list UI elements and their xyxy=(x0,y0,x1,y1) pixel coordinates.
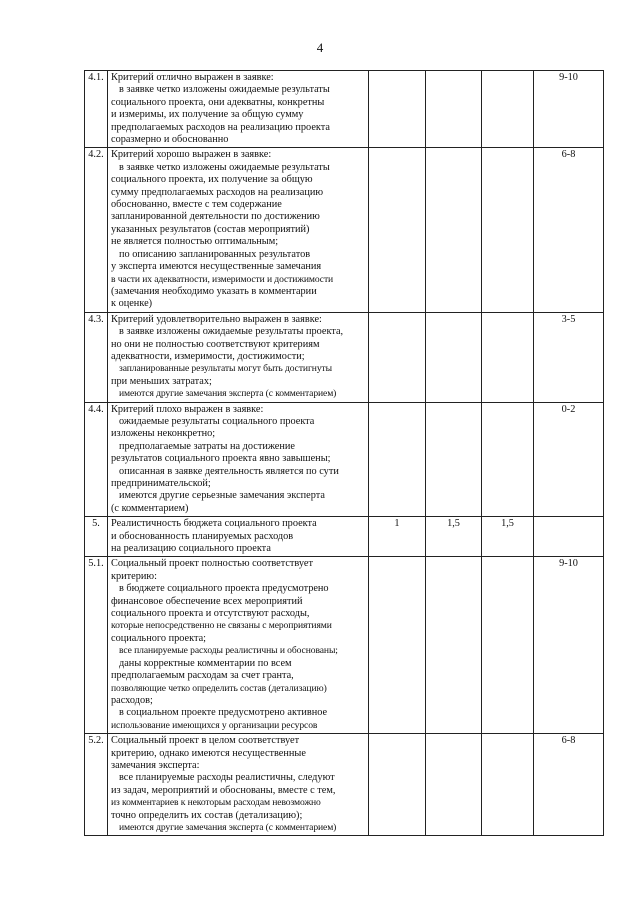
criterion-number: 5.2. xyxy=(85,734,108,836)
description-line: критерию: xyxy=(111,570,157,582)
description-line: но они не полностью соответствуют критериям xyxy=(111,338,320,350)
description-line: Критерий плохо выражен в заявке: xyxy=(111,403,264,415)
description-line: имеются другие замечания эксперта (с комментарием) xyxy=(119,388,337,400)
description-line: Критерий удовлетворительно выражен в заявке: xyxy=(111,313,322,325)
description-line: предполагаемым расходам за счет гранта, xyxy=(111,670,294,682)
description-line: (замечания необходимо указать в комментарии xyxy=(111,285,317,297)
score-range: 6-8 xyxy=(534,734,604,836)
score-range: 3-5 xyxy=(534,312,604,402)
description-line: все планируемые расходы реалистичны и обоснованы; xyxy=(119,645,338,657)
description-line: даны корректные комментарии по всем xyxy=(119,657,292,669)
score-range: 9-10 xyxy=(534,557,604,734)
description-line: имеются другие серьезные замечания эксперта xyxy=(119,490,325,502)
weight-value-1: 1 xyxy=(369,517,426,557)
description-line: позволяющие четко определить состав (детализацию) xyxy=(111,682,327,694)
criteria-row xyxy=(85,517,604,557)
description-line: в части их адекватности, измеримости и достижимости xyxy=(111,273,334,285)
weight-value-1 xyxy=(369,402,426,517)
weight-value-1 xyxy=(369,71,426,148)
description-line: Критерий хорошо выражен в заявке: xyxy=(111,149,272,161)
description-line: социального проекта, их получение за общую xyxy=(111,174,313,186)
description-line: к оценке) xyxy=(111,298,153,310)
weight-value-3 xyxy=(482,148,534,312)
description-line: у эксперта имеются несущественные замечания xyxy=(111,261,322,273)
weight-value-1 xyxy=(369,312,426,402)
description-line: запланированной деятельности по достижению xyxy=(111,211,320,223)
description-line: адекватности, измеримости, достижимости; xyxy=(111,350,305,362)
weight-value-2 xyxy=(426,734,482,836)
description-line: запланированные результаты могут быть достигнуты xyxy=(119,363,332,375)
weight-value-1 xyxy=(369,148,426,312)
score-range: 9-10 xyxy=(534,71,604,148)
description-line: замечания эксперта: xyxy=(111,759,200,771)
description-line: при меньших затратах; xyxy=(111,375,212,387)
description-line: в бюджете социального проекта предусмотрено xyxy=(119,583,329,595)
description-line: предпринимательской; xyxy=(111,478,211,489)
description-line: предполагаемые затраты на достижение xyxy=(119,440,295,452)
criterion-number: 5.1. xyxy=(85,557,108,734)
description-line: из задач, мероприятий и обоснованы, вместе с тем, xyxy=(111,784,336,796)
description-line: критерию, однако имеются несущественные xyxy=(111,747,306,759)
weight-value-2 xyxy=(426,312,482,402)
description-line: социального проекта и отсутствуют расходы, xyxy=(111,608,310,620)
criteria-row xyxy=(85,402,604,517)
weight-value-3 xyxy=(482,557,534,734)
description-line: на реализацию социального проекта xyxy=(111,543,271,555)
description-line: и измеримы, их получение за общую сумму xyxy=(111,109,304,121)
description-line: (с комментарием) xyxy=(111,502,189,514)
criteria-table-body xyxy=(85,71,604,836)
description-line: сумму предполагаемых расходов на реализацию xyxy=(111,186,324,198)
criteria-row xyxy=(85,734,604,836)
description-line: соразмерно и обоснованно xyxy=(111,134,229,146)
criteria-row xyxy=(85,148,604,312)
description-line: Критерий отлично выражен в заявке: xyxy=(111,72,274,83)
weight-value-1 xyxy=(369,734,426,836)
weight-value-2 xyxy=(426,148,482,312)
criterion-number: 4.3. xyxy=(85,312,108,402)
criterion-number: 5. xyxy=(85,517,108,557)
description-line: Социальный проект полностью соответствует xyxy=(111,558,313,570)
description-line: из комментариев к некоторым расходам невозможно xyxy=(111,797,321,809)
description-line: ожидаемые результаты социального проекта xyxy=(119,415,315,427)
criterion-description xyxy=(108,734,369,836)
description-line: предполагаемых расходов на реализацию проекта xyxy=(111,121,330,133)
description-line: Реалистичность бюджета социального проекта xyxy=(111,518,317,530)
weight-value-2: 1,5 xyxy=(426,517,482,557)
description-line: в заявке четко изложены ожидаемые результаты xyxy=(119,84,330,96)
criteria-row xyxy=(85,71,604,148)
description-line: и обоснованность планируемых расходов xyxy=(111,530,294,542)
criteria-table xyxy=(84,70,604,836)
criterion-description xyxy=(108,402,369,517)
description-line: в заявке изложены ожидаемые результаты проекта, xyxy=(119,326,344,338)
criterion-description xyxy=(108,312,369,402)
description-line: в заявке четко изложены ожидаемые результаты xyxy=(119,161,330,173)
weight-value-3 xyxy=(482,734,534,836)
criterion-number: 4.4. xyxy=(85,402,108,517)
description-line: в социальном проекте предусмотрено активное xyxy=(119,707,328,719)
description-line: имеются другие замечания эксперта (с комментарием) xyxy=(119,821,337,833)
description-line: все планируемые расходы реалистичны, следуют xyxy=(119,772,335,784)
criterion-description xyxy=(108,71,369,148)
description-line: социального проекта; xyxy=(111,632,207,644)
description-line: использование имеющихся у организации ресурсов xyxy=(111,719,318,731)
weight-value-2 xyxy=(426,557,482,734)
weight-value-2 xyxy=(426,71,482,148)
weight-value-3 xyxy=(482,312,534,402)
score-range: 0-2 xyxy=(534,402,604,517)
page-number: 4 xyxy=(316,40,324,55)
score-range: 6-8 xyxy=(534,148,604,312)
criterion-description xyxy=(108,557,369,734)
description-line: не является полностью оптимальным; xyxy=(111,236,279,248)
description-line: социального проекта, они адекватны, конкретны xyxy=(111,96,325,108)
description-line: точно определить их состав (детализацию); xyxy=(111,809,303,821)
description-line: результатов социального проекта явно завышены; xyxy=(111,453,331,465)
description-line: указанных результатов (состав мероприятий) xyxy=(111,223,310,235)
score-range xyxy=(534,517,604,557)
criteria-row xyxy=(85,312,604,402)
description-line: которые непосредственно не связаны с мероприятиями xyxy=(111,620,332,632)
weight-value-3 xyxy=(482,402,534,517)
weight-value-1 xyxy=(369,557,426,734)
description-line: Социальный проект в целом соответствует xyxy=(111,735,300,747)
criterion-number: 4.2. xyxy=(85,148,108,312)
criterion-description xyxy=(108,148,369,312)
criterion-number: 4.1. xyxy=(85,71,108,148)
criterion-description xyxy=(108,517,369,557)
description-line: описанная в заявке деятельность является по сути xyxy=(119,465,339,477)
description-line: финансовое обеспечение всех мероприятий xyxy=(111,595,303,607)
weight-value-2 xyxy=(426,402,482,517)
weight-value-3: 1,5 xyxy=(482,517,534,557)
description-line: обоснованно, вместе с тем содержание xyxy=(111,199,282,211)
description-line: расходов; xyxy=(111,694,153,706)
weight-value-3 xyxy=(482,71,534,148)
description-line: изложены неконкретно; xyxy=(111,428,216,440)
description-line: по описанию запланированных результатов xyxy=(119,248,311,260)
criteria-row xyxy=(85,557,604,734)
